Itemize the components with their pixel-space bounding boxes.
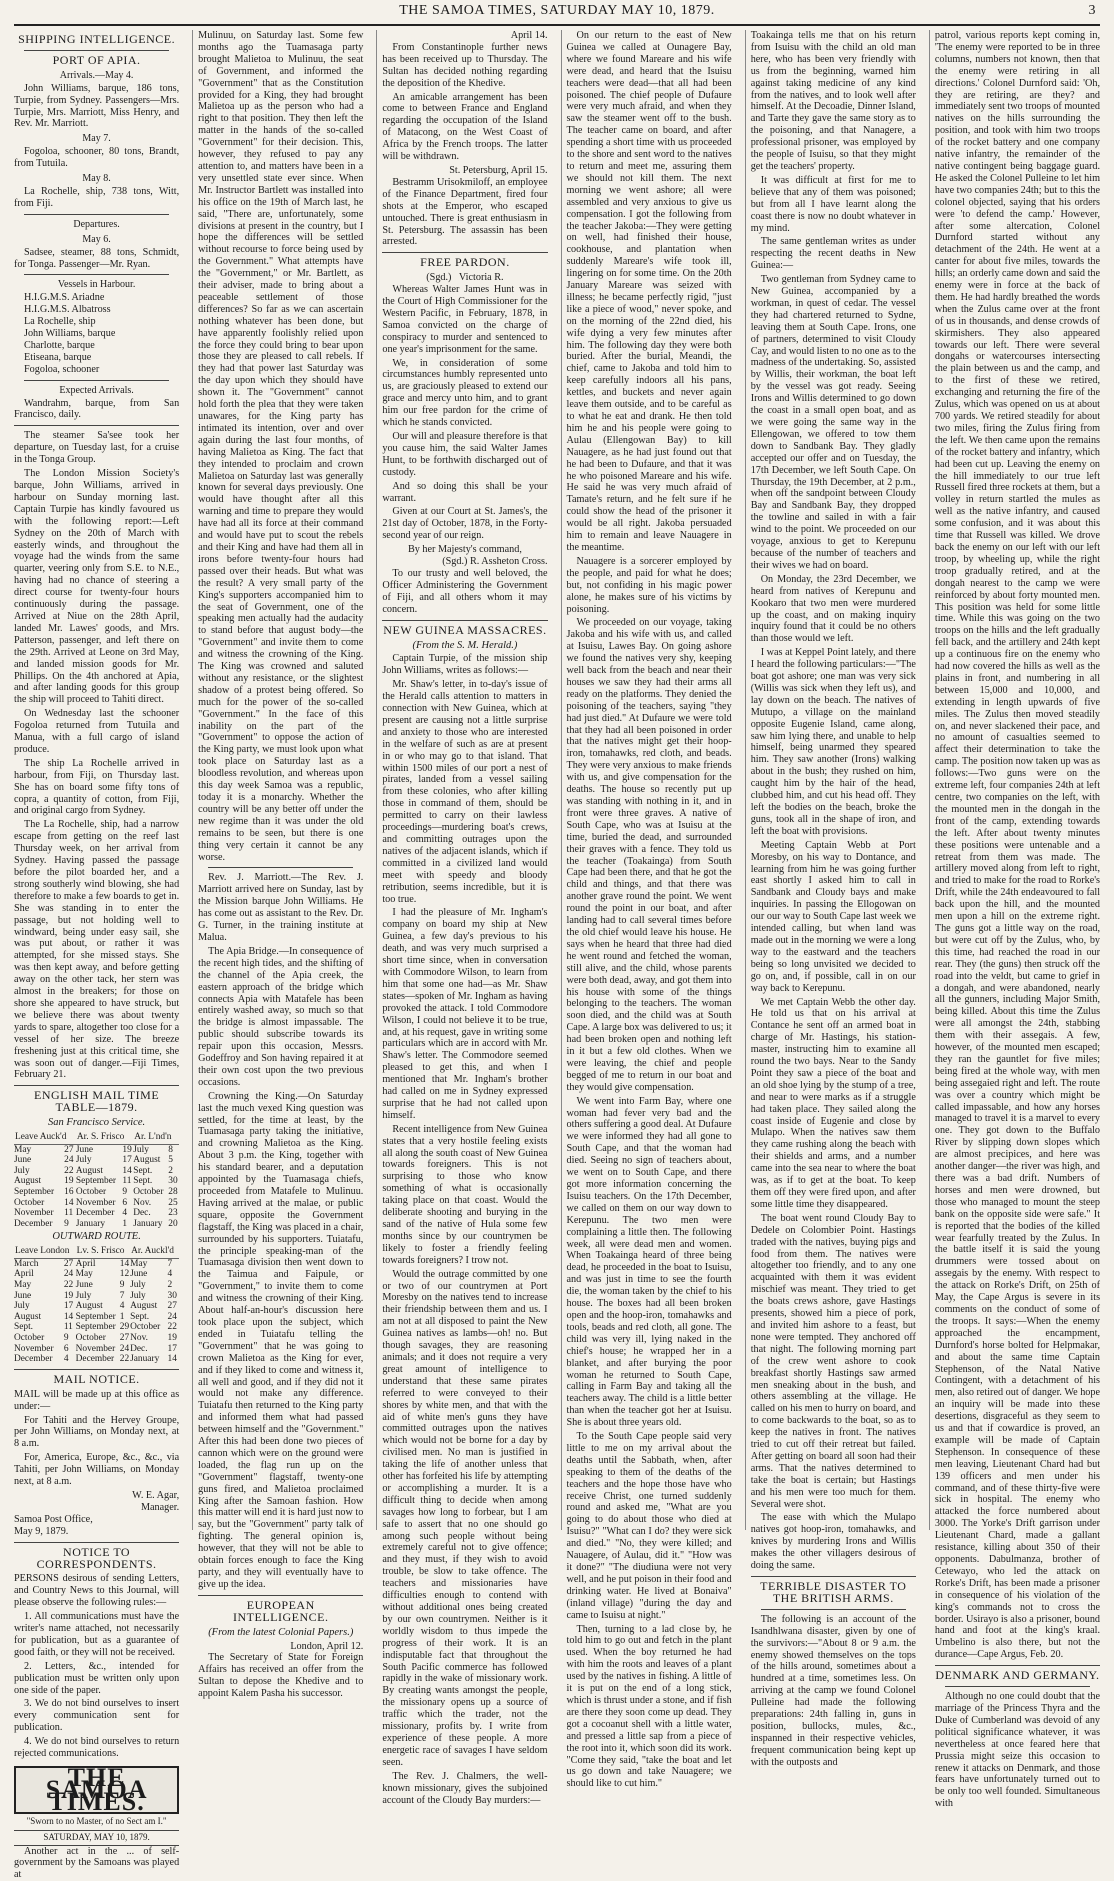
harbour-vessel: Etiseana, barque: [24, 351, 92, 363]
article-paragraph: On our return to the east of New Guinea we called at Ounagere Bay, where we found Mareare and his wife were dead, and heard that the Isuisu teachers were dead—that all had been poisoned. The chief people of Dufaure were very much afraid, and when they saw the steamer went off to the bush. The teacher came on board, and after spending a short time with us proceeded to the shore and sent word to the natives to return and meet me, assuring them we should not kill them. The next morning we went ashore; all were assembled and very anxious to give us compensation. I got the following from the teacher Jakoba:—They were getting on well, had finished their house, cookhouse, and plantation when suddenly Mareare's wife took ill, lingering on for some time. On the 20th January Mareare was seized with illness; he became perfectly rigid, "just like a piece of wood," never spoke, and on the morning of the 22nd died, his wife dying a very few minutes after him. The following day they were both buried. After the burial, Meandi, the chief, came to Jakoba and told him to keep carefully indoors all his pans, kettles, and buckets and never again leave them outside, and to be careful as to what he eat and drank. He then told him he and his people were going to Aulau (Ellengowan Bay) to kill Nauagere, as he had just found out that he had been to Dufaure, and that it was he who poisoned Mareare and his wife. He said he was very much afraid of Tamate's return, and he felt sure if he could show the head of the prisoner it would be all right. Jakoba persuaded him to remain and leave Nauagere in the meantime.: [566, 30, 732, 553]
table-cell: 9: [63, 1333, 69, 1344]
table-cell: 9: [122, 1187, 128, 1197]
article-paragraph: It was difficult at first for me to believe that any of them was poisoned; but from all I have learnt along the coast there is now no doubt whatever in my mind.: [750, 174, 916, 234]
table-row: [14, 1176, 179, 1187]
editorial-paragraph: Mulinuu, on Saturday last. Some few months ago the Tuamasaga party brought Malietoa to Mulinuu, the seat of Government, and informed the "Government" that as the Constitution provided for a King, they had brought Malietoa up as the person who had a right to that position. They then left the matter in the hands of the so-called "Government" for their decision. This, however, they refused to pay any attention to, and matters have been in a very unsettled state ever since. When Mr. Instructor Bartlett was installed into his office on the 19th of March last, he said, "There are, unfortunately, some divisions at present in the country, but I hope the differences will be settled without recourse to force being used by the Government." What attempts have the "Government," or Mr. Bartlett, as their adviser, made to bring about a peaceable settlement of those differences? So far as we can ascertain nothing whatever has been done, but have apparently foolishly relied upon the force they could bring to bear upon those they are pleased to call rebels. If they had that power last Saturday was the day upon which they should have shown it. The "Government" cannot hold forth the plea that they were taken unawares, for the King party has intimated its intention, over and over again during the last four months, of having Malietoa as King. The fact that they intended to proclaim and crown Malietoa on Saturday last was generally known for several days previously. One would have thought after all this warning and time to prepare they would have had all its force at their command and would have put to scout the rebels and their King and have had them all in irons before twenty-four hours had passed over their heads. But what was the result? A very small party of the King's supporters accompanied him to the seat of Government, one of the speaking men actually had the audacity to stand before that august body—the "Government" and invite them to come and witness the crowning of the King. The King was crowned and saluted without any resistance, or the slightest shadow of a protest being offered. So much for the power of the so-called "Government." In the face of this inability on the part of the "Government" to oppose the action of the King party, we must look upon what took place on Saturday last as a bloodless revolution, and whereas upon this day week Samoa was a republic, today it is a monarchy. Whether the country will be any better off under the new regime than it was under the old remains to be seen, but there is one thing very certain it cannot be any worse.: [198, 30, 364, 863]
editorial-paragraph: Another act in the ... of self-government by the Samoans was played at: [14, 1845, 180, 1881]
table-cell: 20: [168, 1218, 178, 1229]
pardon-paragraph: To our trusty and well beloved, the Officer Administering the Government of Fiji, and all others whom it may concern.: [382, 567, 548, 615]
pardon-command: By her Majesty's command,: [407, 544, 522, 556]
news-paragraph: The Apia Bridge.—In consequence of the recent high tides, and the shifting of the channel of the Apia creek, the eastern approach of the bridge which connects Apia with Matafele has been entirely washed away, so much so that the bridge is almost impassable. The public should subscribe towards its repair upon this occasion, Messrs. Godeffroy and Son having repaired it at their own cost upon the two previous occasions.: [198, 945, 364, 1088]
table-cell: 29: [119, 1322, 130, 1333]
table-row: [14, 1280, 179, 1291]
article-paragraph: Then, turning to a lad close by, he told him to go out and fetch in the plant used. When the boy returned he had with him the roots and leaves of a plant used by the natives in fishing. A little of it is put on the end of a long stick, which is thrust under a stone, and if fish are there they soon come up dead. They got a cocoanut shell with a little water, and pressed a little sap from a piece of the root into it, which soon did its work. "Come they said, "take the boat and let us go down and take Nauagere; we should like to cut him.": [566, 1623, 732, 1790]
divider: [14, 1542, 179, 1543]
table-row: [14, 1144, 179, 1155]
notice-paragraph: For, America, Europe, &c., &c., via Tahiti, per John Williams, on Monday next, at 8 a.m.: [14, 1452, 180, 1488]
article-paragraph: The boat went round Cloudy Bay to Dedele on Colombier Point. Hastings traded with the natives, buying pigs and food from them. The natives were altogether too friendly, and to any one acquainted with them it was evident mischief was meant. They tried to get the boats crews ashore, gave Hastings presents, showed him a piece of pork, and invited him ashore to a feast, but none were tempted. They anchored off that night. The following morning part of the crew went ashore to cook breakfast shortly Hastings saw armed men sneaking about in the bush, and others assembling at the village. He called on his men to hurry on board, and to come backwards to the boat, so as to keep the natives in front. The natives tried to cut off their retreat but failed. After getting on board all soon had their arms. That the natives determined to take the boat is certain; but Hastings and his men were too much for them. Several were shot.: [750, 1212, 916, 1510]
shipping-paragraph: The London Mission Society's barque, John Williams, arrived in harbour on Sunday morning last. Captain Turpie has kindly favoured us with the following report:—Left Sydney on the 20th of March with easterly winds, and throughout the voyage had the winds from the same quarter, veering only from S.E. to N.E., having had no chance of steering a direct course for twenty-four hours continuously during the passage. Arrived at Niue on the 28th April, landed Mr. Lawes' goods, and Mrs. Patterson, passenger, and left there on the 29th. Arrived at Leone on 3rd May, and landed mission goods for Mr. Phillips. On the 4th anchored at Apia, and after landing goods for this group the ship will proceed to Tahiti direct.: [14, 468, 180, 706]
table-cell: 27: [63, 1258, 74, 1269]
column-6: [929, 30, 1101, 1810]
expected-item: Wandrahm, barque, from San Francisco, daily.: [14, 397, 180, 421]
correspondents-paragraph: PERSONS desirous of sending Letters, and Country News to this Journal, will please observe the following rules:—: [14, 1573, 180, 1609]
table-header: Leave Auck'd: [14, 1131, 76, 1144]
table-cell: 27: [64, 1144, 74, 1155]
article-paragraph: Would the outrage committed by one or two of our countrymen at Port Moresby on the natives tend to increase their friendship between them and us. I am not at all disposed to paint the New Guinea natives as lambs—oh! no. But though savages, they are reasoning animals; and it does not require a very great amount of intelligence to understand that these same pirates referred to were conveyed to their shores by white men, and that with the aid of white men's guns they have committed outrages upon the natives which would not be borne for a day by civilised men. No man is justified in taking the life of another unless that other has forfeited his life by attempting or accomplishing a murder. It is a difficult thing to decide when among savages how long to forbear, but I am safe to assert that no one should go among such people without being extremely careful not to give offence; and they must, if they wish to avoid trouble, be slow to take offence. The teachers and missionaries have difficulties enough to contend with without additional ones being created by our own countrymen. Neither is it worldly wisdom to thus impede the progress of their work. It is an indisputable fact that throughout the South Pacific commerce has followed rapidly in the wake of missionary work. By creating wants amongst the people, the missionary opens up a source of traffic which the trader, not the missionary, profits by. I write from experience of these people. A more energetic race of savages I have seldom seen.: [382, 1268, 548, 1768]
harbour-vessel: La Rochelle, ship: [24, 316, 96, 328]
harbour-vessel: H.I.G.M.S. Albatross: [24, 304, 111, 316]
table-row: [14, 1155, 179, 1166]
arrival-item: Fogoloa, schooner, 80 tons, Brandt, from Tutuila.: [14, 146, 180, 170]
table-cell: October: [75, 1333, 106, 1344]
table-cell: Dec.: [130, 1343, 148, 1354]
table-cell: June: [75, 1144, 94, 1155]
table-cell: June: [75, 1280, 93, 1291]
table-cell: 5: [168, 1155, 173, 1166]
table-header: Lv. S. Frisco: [76, 1245, 130, 1258]
table-cell: December: [14, 1218, 53, 1229]
table-cell: 27: [167, 1301, 177, 1312]
arrival-item: La Rochelle, ship, 738 tons, Witt, from Fiji.: [14, 185, 180, 209]
article-paragraph: patrol, various reports kept coming in, 'The enemy were reported to be in three columns, numbers not known, then that the enemy were retiring in all directions.' Colonel Durnford said: 'Oh, they are retiring, are they? and immediately sent two troops of mounted natives on the hills surrounding the position, and took with him two troops of the rocket battery and one company native infantry, the remainder of the native contingent being baggage guard. He asked the Colonel Pulleine to let him have two companies 24th; but to this the colonel objected, saying that his orders were 'to defend the camp.' However, after some altercation, Colonel Durnford started without any detachment of the 24th. He went at a canter for about five miles, towards the hills; an orderly came down and said the enemy were in force at the back of them. He had hardly breathed the words when the Zulus came over at the front of us in thousands, and dense crowds of skirmishers. They also appeared towards our left. There were several dongahs or watercourses intersecting the plain between us and the camp, and to the first of these we retired, exchanging and returning the fire of the Zulus, which was opened on us at about 700 yards. We retired steadily for about two miles, firing the Zulus firing from the left. We then came upon the remains of the rocket battery and infantry, which had been cut up. Leaving the enemy on the hill immediately to our true left Russell fired three rockets at them, but a volley in return startled the mules as well as the native infantry, and caused some confusion, and it was about this time that Russell was killed. We drove back the enemy on our left with our left troop, by wheeling up, while the right troop gradually retired, and at the dongah nearest to the camp we were reinforced by about forty mounted men. This position was held for some little time. While this was going on the two troops on the hills and the left gradually fell back, and the artillery and 24th kept up a continuous fire on the enemy who had now covered the hills as well as the plains in front, and numbering in all between 15,000 and 10,000, and extending in length upwards of five miles. The Zulus then moved steadily on, and never slackened their pace, and no amount of casualties seemed to affect their determination to take the camp. The position now taken up was as follows:—Two guns were on the extreme left, four companies 24th at left centre, two companies on the left, with the mounted men in the dongah in the front of the camp, extending towards the left. After about twenty minutes these positions were untenable and a retreat from them was made. The artillery moved along from left to right, and tried to make for the road to Rorke's Drift, while the 24th endeavoured to fall back upon the hill, and the mounted men upon a hill on the extreme right. The guns got a little way on the road, but were cut off by the Zulus, who, by this time, had reached the road in our rear. They (the guns) then struck off the road into the veldt, but came to grief in a dongah, and were abandoned, nearly all the gunners, including Major Smith, being killed. About this time the Zulus were all amongst the 24th, stabbing them with their assegais. A few, however, of the mounted men escaped; they ran the gauntlet for five miles; being fired at the whole way, with men being assegaied right and left. The route was over a country which might be called impassable, and how any horses managed to travel it is a marvel to every one. They got down to the Buffalo River by slipping down slopes which are almost precipices, and here was another danger—the river was high, and there was a bad drift. Numbers of horses and men were drowned, but those who managed to mount the steep bank on the opposite side were safe." It is reported that the bodies of the killed wear fearfully treated by the Zulus. In the battle itself it is said the young drummers were tossed about on assegais by the enemy. With respect to the attack on Rorke's Drift, on 25th of May, the Cape Argus is severe in its comments on the conduct of some of the troops. It says:—When the enemy approached the encampment, Durnford's horse bolted for Helpmakar, and about the same time Captain Stephenson, of the Natal Native Contingent, with a detachment of his men, also retired out of danger. We hope an inquiry will be made into these desertions, disgraceful as they seem to us and that if cowardice is proved, an example will be made of Captain Stephenson. In consequence of these men leaving, Lieutenant Chard had but 139 officers and men under his command, and of these thirty-five were sick in hospital. The enemy who attacked the force numbered about 3000. The Yorke's Drift garrison under Lieutenant Chard, made a gallant resistance, killing about 350 of their opponents. Dabulmanza, brother of Cetewayo, who led the attack on Rorke's Drift, has been made a prisoner in consequence of his violation of the king's commands not to cross the border. Usirayo is also a prisoner, bound hand and foot at the king's kraal. Umbelino is also there, but not the durance—Cape Argus, Feb. 20.: [934, 30, 1101, 1661]
harbour-vessel: John Williams, barque: [24, 328, 116, 340]
table-header: Ar. Auckl'd: [130, 1245, 179, 1258]
table-cell: 4: [119, 1301, 125, 1312]
table-cell: August: [14, 1176, 42, 1187]
article-paragraph: Recent intelligence from New Guinea states that a very hostile feeling exists all along the south coast of New Guinea towards foreigners. This is not surprising to those who know something of what is occasionally taking place on that coast. Would the deliberate shooting and burying in the sand of the native of Hula some few months since by our countrymen be likely to foster a friendly feeling towards foreigners? I trow not.: [382, 1123, 548, 1266]
news-paragraph: From Constantinople further news has been received up to Thursday. The Sultan has decided nothing regarding the deposition of the Khedive.: [382, 41, 548, 89]
divider: [208, 867, 353, 868]
column-1: [14, 30, 184, 1881]
pardon-paragraph: Our will and pleasure therefore is that you cause him, the said Walter James Hunt, to be forthwith discharged out of custody.: [382, 431, 548, 478]
notice-date: May 9, 1879.: [14, 1525, 69, 1537]
table-cell: 23: [168, 1208, 178, 1219]
european-source: (From the latest Colonial Papers.): [208, 1626, 354, 1638]
table-cell: January: [75, 1218, 106, 1229]
table-cell: June: [14, 1290, 32, 1301]
table-row: [14, 1291, 179, 1302]
article-paragraph: I was at Keppel Point lately, and there I heard the following particulars:—"The boat got ashore; one man was very sick (Willis was sick when they left us), and lay down on the beach. The natives of Mutupo, a village on the mainland opposite Eugenie Island, came along, saw him lying there, and unable to help himself, being unarmed they speared him. They saw another (Irons) walking about in the bush; they rushed on him, caught him by the hair of the head, clubbed him, and cut his head off. They left the bodies on the beach, broke the guns, took all in the shape of iron, and left the boat with provisions.: [750, 647, 916, 837]
table-cell: July: [14, 1301, 30, 1312]
article-paragraph: We met Captain Webb the other day. He told us that on his arrival at Contance he sent off an armed boat in charge of Mr. Hastings, his station-master, instructing him to examine all round the two bays. Near to the Sandy Point they saw a piece of the boat and an old shoe lying by the stump of a tree, and near to were marks as if a struggle had taken place. They sailed along the coast inside of Eugenie and close by Mulapo. When the natives saw them they came rushing along the beach with their shields and arms, and a number came into the sea near to where the boat was, as if to get at the boat. To keep them off they were fired upon, and after some little time they disappeared.: [750, 996, 916, 1210]
masthead-title: THE SAMOA TIMES, SATURDAY MAY 10, 1879.: [399, 3, 715, 18]
table-row: [14, 1166, 179, 1177]
pardon-paragraph: Whereas Walter James Hunt was in the Court of High Commissioner for the Western Pacific, in February, 1878, in Samoa convicted on the charge of conspiracy to murder and sentenced to one year's imprisonment for the same.: [382, 284, 548, 355]
banner-date: SATURDAY, MAY 10, 1879.: [14, 1830, 179, 1846]
masthead-rule: [14, 24, 1100, 26]
harbour-vessel: H.I.G.M.S. Ariadne: [24, 292, 105, 304]
table-row: [14, 1312, 179, 1323]
pardon-sgd: (Sgd.): [426, 272, 452, 284]
outward-route-heading: OUTWARD ROUTE.: [52, 1231, 141, 1243]
new-guinea-source: (From the S. M. Herald.): [412, 639, 518, 651]
table-cell: August: [75, 1301, 103, 1312]
correspondents-paragraph: 3. We do not bind ourselves to insert every communication sent for publication.: [14, 1698, 180, 1734]
table-cell: Sept.: [133, 1176, 153, 1187]
table-cell: 17: [63, 1301, 74, 1312]
notice-office: Samoa Post Office,: [14, 1513, 93, 1525]
table-cell: August: [133, 1155, 161, 1166]
news-paragraph: The Secretary of State for Foreign Affairs has received an offer from the Sultan to depose the Khedive and to appoint Kalem Pasha his successor.: [198, 1652, 364, 1700]
article-paragraph: The Rev. J. Chalmers, the well-known missionary, gives the subjoined account of the Cloudy Bay murders:—: [382, 1770, 548, 1806]
divider: [382, 252, 547, 253]
divider: [14, 1369, 179, 1370]
table-row: [14, 1208, 179, 1219]
shipping-paragraph: The ship La Rochelle arrived in harbour, from Fiji, on Thursday last. She has on board some fifty tons of copra, a quantity of cotton, from Fiji, and original cargo from Sydney.: [14, 757, 180, 817]
table-cell: November: [75, 1343, 116, 1354]
mail-notice-heading: MAIL NOTICE.: [53, 1371, 140, 1386]
banner-motto: "Sworn to no Master, of no Sect am I.": [26, 1815, 167, 1826]
divider: [24, 50, 169, 51]
divider: [945, 1686, 1090, 1687]
table-cell: 14: [64, 1197, 74, 1208]
article-paragraph: I had the pleasure of Mr. Ingham's company on board my ship at New Guinea, a few day's previous to his death, and was very much surprised a short time since, when in conversation with Commodore Wilson, to learn from him that some one had—as Mr. Shaw states—spoken of Mr. Ingham as having provoked the attack. I told Commodore Wilson, I could not believe it to be true, and, at his request, gave in writing some particulars which are in accord with Mr. Shaw's letter. The Commodore seemed pleased to get this, and when I mentioned that Mr. Ingham's brother had called on me in Sydney expressed surprise that he had not called upon himself.: [382, 907, 548, 1121]
table-cell: 22: [63, 1280, 74, 1291]
column-3: [376, 30, 552, 1806]
table-cell: 24: [167, 1311, 177, 1322]
table-cell: 14: [63, 1311, 74, 1322]
table-cell: July: [75, 1155, 92, 1166]
outward-mail-table: [14, 1245, 179, 1365]
arrivals-heading: Arrivals.—May 4.: [59, 69, 134, 81]
pardon-signature: (Sgd.) R. Assheton Cross.: [442, 556, 548, 568]
table-cell: August: [75, 1165, 103, 1176]
pardon-heading: FREE PARDON.: [420, 255, 510, 270]
table-cell: 24: [119, 1343, 130, 1354]
table-cell: October: [14, 1333, 45, 1344]
table-cell: 11: [122, 1176, 132, 1187]
table-cell: 1: [119, 1311, 125, 1322]
correspondents-paragraph: 2. Letters, &c., intended for publication must be written only upon one side of the paper.: [14, 1660, 180, 1696]
article-paragraph: The same gentleman writes as under respecting the recent deaths in New Guinea:—: [750, 236, 916, 272]
table-cell: 19: [64, 1176, 74, 1187]
table-cell: 22: [64, 1165, 74, 1176]
correspondents-paragraph: 4. We do not bind ourselves to return rejected communications.: [14, 1736, 180, 1760]
divider: [198, 1595, 363, 1596]
table-cell: 30: [167, 1290, 177, 1301]
table-cell: 9: [64, 1218, 69, 1229]
article-paragraph: Although no one could doubt that the marriage of the Princess Thyra and the Duke of Cumberland was devoid of any political significance whatever, it was nevertheless at once feared here that Prussia might seize this occasion to renew it attacks on Denmark, and those fears have unfortunately turned out to be only too well founded. Simultaneous with: [934, 1691, 1101, 1810]
mail-table-heading: ENGLISH MAIL TIME TABLE—1879.: [34, 1088, 160, 1115]
pardon-paragraph: And so doing this shall be your warrant.: [382, 480, 548, 504]
divider: [751, 1576, 916, 1577]
table-cell: December: [75, 1354, 115, 1365]
table-row: [14, 1198, 179, 1209]
table-cell: September: [14, 1187, 55, 1197]
divider: [24, 274, 169, 275]
notice-signature: W. E. Agar,: [132, 1489, 180, 1501]
pardon-royal-signature: [382, 272, 547, 284]
denmark-germany-heading: DENMARK AND GERMANY.: [935, 1668, 1100, 1683]
terrible-disaster-heading: TERRIBLE DISASTER TO THE BRITISH ARMS.: [760, 1579, 907, 1605]
table-cell: 11: [63, 1322, 73, 1333]
news-paragraph: Rev. J. Marriott.—The Rev. J. Marriott arrived here on Sunday, last by the Mission barque John Williams. He has come out as assistant to the Rev. Dr. G. Turner, in the training institute at Malua.: [198, 872, 364, 943]
table-cell: April: [14, 1269, 34, 1280]
shipping-paragraph: The steamer Sa'see took her departure, on Tuesday last, for a cruise in the Tonga Group.: [14, 430, 180, 466]
shipping-paragraph: On Wednesday last the schooner Fogoloa returned from Tutuila and Manua, with a full cargo of island produce.: [14, 708, 180, 755]
news-paragraph: Crowning the King.—On Saturday last the much vexed King question was settled, for the time at least, by the Tuamasaga party taking the initiative, and crowning Malietoa as the King. About 3 p.m. the King, together with his standard bearer, and a deputation appointed by the Tuamasaga chiefs, proceeded from Matafele to Mulinuu. Having arrived at the malae, or public square, opposite the Government flagstaff, the King was placed in a chair, surrounded by his supporters. Tuiatafu, the principle speaking-man of the Tuamasaga division then went down to the Taimua and Faipule, or "Government," to invite them to come and witness the crowning of their King. About half-an-hour's discussion here took place upon the subject, which ended in Tuiatafu telling the "Government" that he was going to crown Malietoa as the King for ever, and if they liked to come and witness it, all well and good, and if they did not it would not make any difference. Tuiatafu then returned to the King party and informed them what had passed between himself and the "Government." After this had been done two pieces of cannon which were on the ground were loaded, the flag run up on the "Government" flagstaff, twenty-one guns fired, and Malietoa proclaimed King after the Samoan fashion. How this matter will end it is hard just now to say, but the "Government" party talk of fighting. The general opinion is, however, that they will not be able to obtain forces enough to face the King party, and they will eventually have to give up the idea.: [198, 1090, 364, 1590]
news-paragraph: An amicable arrangement has been come to between France and England regarding the occupation of the Island of Matacong, on the West Coast of Africa by the French troops. The latter will be withdrawn.: [382, 91, 548, 163]
table-cell: 4: [63, 1354, 69, 1365]
article-paragraph: Mr. Shaw's letter, in to-day's issue of the Herald calls attention to matters in connection with New Guinea, which at present are causing not a little surprise and anxiety to those who are interested in the welfare of such as are at present in or who may go to that island. That within 1500 miles of our port a nest of pirates, landed from a vessel sailing from these colonies, who after killing those in command of them, should be permitted to carry on their lawless proceedings—murdering boat's crews, and committing outrages upon the natives of the adjacent islands, which if committed in a civilized land would meet with speedy and bloody retribution, seems incredible, but it is too true.: [382, 679, 548, 905]
table-cell: Dec.: [133, 1208, 151, 1219]
table-cell: 19: [63, 1290, 74, 1301]
table-row: [14, 1301, 179, 1312]
table-cell: 17: [167, 1343, 177, 1354]
correspondents-heading: NOTICE TO CORRESPONDENTS.: [36, 1544, 157, 1571]
masthead: [0, 0, 1114, 22]
table-cell: 8: [168, 1144, 173, 1155]
table-cell: 22: [119, 1354, 130, 1365]
table-cell: 2: [168, 1165, 173, 1176]
table-cell: Sept.: [14, 1322, 34, 1333]
arrival-date: May 8.: [82, 173, 111, 185]
article-paragraph: Captain Turpie, of the mission ship John Williams, writes as follows:—: [382, 653, 548, 677]
table-cell: 12: [119, 1269, 130, 1280]
table-cell: January: [133, 1218, 163, 1229]
newspaper-banner: THE SAMOA TIMES.: [14, 1766, 179, 1814]
arrival-date: May 7.: [82, 133, 111, 145]
divider: [14, 425, 179, 426]
notice-role: Manager.: [140, 1501, 180, 1513]
article-paragraph: Two gentleman from Sydney came to New Guinea, accompanied by a workman, in quest of cedar. The vessel they had chartered returned to Sydne, leaving them at South Cape. Irons, one of partners, determined to visit Cloudy Cay, and would listen to no one as to the madness of the undertaking. So, assisted by Willis, their workman, the boat left by the vessel was got ready. Seeing Irons and Willis determined to go down the coast in a small open boat, and as we were going the same way in the Ellengowan, we offered to tow them down to Sandbank Bay. They gladly accepted our offer and on Tuesday, the 17th December, we left South Cape. On Thursday, the 19th December, at 2 p.m., when off the sandpoint between Cloudy Bay and Sandbank Bay, they dropped the towline and sailed in with a fair wind to the point. We proceeded on our voyage, anxious to get to Kerepunu because of the number of teachers and their wives we had on board.: [750, 274, 916, 571]
table-cell: May: [75, 1269, 93, 1280]
table-row: [14, 1344, 179, 1355]
table-cell: July: [130, 1290, 146, 1301]
table-cell: December: [14, 1354, 53, 1365]
table-cell: 22: [167, 1322, 177, 1333]
table-cell: July: [133, 1144, 149, 1155]
article-paragraph: We proceeded on our voyage, taking Jakoba and his wife with us, and called at Isuisu, Lawes Bay. On going ashore we found the natives very shy, keeping well back from the beach and near their houses we saw they had their arms all ready on the platforms. They denied the poisoning of the teachers, saying "they had just died." At Dufaure we were told that they had all been poisoned in order that the natives might get their hoop-iron, tomahawks, red cloth, and beads. They were very anxious to make friends with us, and give compensation for the deaths. The house so recently put up was standing with nothing in it, and in front were three graves. A native of South Cape, who was at Isuisu at the time, buried the dead, and surrounded their graves with a fence. They told us the teacher (Toakainga) from South Cape had been there, and that he got the child and things, and that there was another grave round the point. We went round the point in our boat, and after landing had to call several times before the old chief would leave his house. He says when he heard that three had died he went round and fetched the woman, still alive, and the child, whose parents were both dead, away, and got them into his house with some of the things belonging to the teachers. The woman soon died, and the child was at South Cape. A large box was delivered to us; it had been broken open and nothing left in it but a few old clothes. When we were leaving, the chief and people begged of me to return in our boat and they would give compensation.: [566, 617, 732, 1093]
article-paragraph: Meeting Captain Webb at Port Moresby, on his way to Dontance, and learning from him he was going further east shortly I asked him to call in Sandbank and Cloudy bays and make inquiries. In passing the Ellogowan on our our way to South Cape last week we intended calling, but when land was made out in the morning we were a long way to the eastward and the teachers being so long unvisited we decided to go on, and, if possible, call in on our way back to Kerepunu.: [750, 839, 916, 994]
article-paragraph: Nauagere is a sorcerer employed by the people, and paid for what he does; but, not confiding in his magic power alone, he makes sure of his victims by poisoning.: [566, 555, 732, 615]
table-cell: September: [75, 1322, 116, 1333]
divider: [24, 380, 169, 381]
table-cell: November: [14, 1343, 54, 1354]
page-columns: [14, 30, 1101, 1881]
port-heading: PORT OF APIA.: [52, 52, 141, 67]
table-cell: August: [14, 1311, 42, 1322]
table-cell: November: [14, 1208, 54, 1219]
departures-heading: Departures.: [73, 218, 120, 230]
table-cell: 6: [122, 1197, 128, 1208]
table-cell: 6: [63, 1343, 69, 1354]
table-cell: November: [75, 1197, 116, 1208]
table-row: [14, 1269, 179, 1280]
european-heading: EUROPEAN INTELLIGENCE.: [233, 1597, 329, 1624]
table-cell: June: [14, 1155, 32, 1166]
table-cell: March: [14, 1258, 39, 1269]
table-cell: 24: [64, 1155, 74, 1166]
table-cell: 24: [63, 1269, 74, 1280]
table-cell: Sept.: [130, 1311, 150, 1322]
table-cell: 16: [64, 1187, 74, 1197]
pardon-paragraph: Given at our Court at St. James's, the 21st day of October, 1878, in the Forty-second year of our reign.: [382, 506, 548, 542]
article-paragraph: The ease with which the Mulapo natives got hoop-iron, tomahawks, and knives by murdering Irons and Willis makes the other villagers desirous of doing the same.: [750, 1512, 916, 1572]
notice-paragraph: MAIL will be made up at this office as under:—: [14, 1388, 180, 1412]
table-header: Ar. L'nd'n: [133, 1131, 179, 1144]
table-cell: April: [75, 1258, 96, 1269]
table-cell: September: [75, 1311, 116, 1322]
dateline: London, April 12.: [290, 1640, 364, 1652]
table-row: [14, 1258, 179, 1269]
table-cell: May: [14, 1144, 32, 1155]
dateline: St. Petersburg, April 15.: [449, 164, 548, 176]
correspondents-paragraph: 1. All communications must have the writer's name attached, not necessarily for publication, but as a guarantee of good faith, or they will not be received.: [14, 1611, 180, 1658]
article-paragraph: On Monday, the 23rd December, we heard from natives of Kerepunu and Kookaro that two men were murdered up the coast, and on making inquiry inquiry found that it could be no others than those would we left.: [750, 573, 916, 645]
article-paragraph: To the South Cape people said very little to me on my arrival about the deaths until the Sabbath, when, after speaking to them of the deaths of the teachers and the hope those have who receive Christ, one turned suddenly round and asked me, "What are you going to do about those who died at Isuisu?" "What can I do? they were sick and died." "No, they were killed; and Nauagere, of Aulau, did it." "How was it done?" "The diudiuna were not very well, and he put poison in their food and drinking water. He lived at Bonaiva" (inland village) "during the day and came to Isuisu at night.": [566, 1431, 732, 1621]
table-cell: June: [130, 1269, 148, 1280]
table-header: Ar. S. Frisco: [76, 1131, 133, 1144]
shipping-heading: SHIPPING INTELLIGENCE.: [18, 32, 176, 46]
dateline: April 14.: [510, 30, 548, 41]
pardon-victoria: Victoria R.: [458, 272, 504, 284]
table-cell: October: [133, 1187, 164, 1197]
table-cell: October: [14, 1197, 45, 1208]
table-cell: August: [130, 1301, 158, 1312]
harbour-heading: Vessels in Harbour.: [57, 279, 136, 291]
table-cell: May: [14, 1280, 32, 1291]
table-cell: December: [75, 1208, 115, 1219]
table-cell: July: [14, 1165, 30, 1176]
table-row: [14, 1354, 179, 1365]
harbour-vessel: Charlotte, barque: [24, 339, 95, 351]
table-cell: 7: [167, 1258, 173, 1269]
table-cell: 27: [119, 1333, 130, 1344]
pardon-paragraph: We, in consideration of some circumstances humbly represented unto us, are graciously pleased to extend our grace and mercy unto him, and to grant him our free pardon for the crime of which he stands convicted.: [382, 357, 548, 429]
table-cell: Sept.: [133, 1165, 153, 1176]
harbour-vessel: Fogoloa, schooner: [24, 363, 100, 375]
table-row: [14, 1333, 179, 1344]
table-cell: 28: [168, 1187, 178, 1197]
column-2: [192, 30, 368, 1700]
table-cell: 19: [167, 1333, 177, 1344]
departure-date: May 6.: [82, 233, 111, 245]
table-cell: 25: [168, 1197, 178, 1208]
table-cell: 4: [122, 1208, 128, 1219]
divider: [24, 214, 169, 215]
divider: [761, 1609, 906, 1610]
table-cell: Nov.: [130, 1333, 148, 1344]
arrival-item: John Williams, barque, 186 tons, Turpie, from Sydney. Passengers—Mrs. Turpie, Mrs. Marriott, Miss Henry, and Rev. Mr. Marriott.: [14, 82, 180, 130]
table-cell: 14: [167, 1354, 177, 1365]
expected-heading: Expected Arrivals.: [59, 384, 134, 396]
column-5: [745, 30, 921, 1768]
article-paragraph: The following is an account of the Isandhlwana disaster, given by one of the survivors:—"About 8 or 9 a.m. the enemy showed themselves on the tops of the hills around, sometimes about a hundred at a time, sometimes less. On arriving at the camp we found Colonel Pulleine had made the following preparations: 24th falling in, guns in position, bullocks, mules, &c., inspanned in their respective vehicles, frequent communication being kept up with the outposts and: [750, 1613, 916, 1768]
table-cell: 2: [167, 1280, 173, 1291]
news-paragraph: Bestramm Urisokmiloff, an employee of the Finance Department, fired four shots at the Emperor, who escaped untouched. There is great enthusiasm in St. Petersburg. The assassin has been arrested.: [382, 176, 548, 248]
table-cell: Nov.: [133, 1197, 152, 1208]
new-guinea-heading: NEW GUINEA MASSACRES.: [383, 622, 547, 637]
divider: [14, 1085, 179, 1086]
table-cell: October: [75, 1187, 107, 1197]
table-row: [14, 1219, 179, 1230]
table-cell: 30: [168, 1176, 178, 1187]
article-paragraph: We went into Farm Bay, where one woman had fever very bad and the others suffering a good deal. At Dufaure we were informed they had all gone to South Cape, and that the woman had died. Seeing no sign of teachers about, we went on to South Cape, and there got more information concerning the Isuisu teachers. On the 17th December, we called on them on our way down to Kerepunu. The two men were complaining a little then. The following week, all were dead men and women. When Toakainga heard of three being dead, he proceeded in the boat to Isuisu, and was just in time to see the fourth die, the woman taken by the chief to his house. The boxes had all been broken open and the hoop-iron, tomahawks and tools, beads and red cloth, all gone. The child was very ill, lying naked in the chief's house; he wrapped her in a blanket, and after burying the poor woman he returned to South Cape, calling in Farm Bay and taking all the teachers away. The child is a little better than when the teacher got her at Isuisu. She is about three years old.: [566, 1095, 732, 1429]
table-row: [14, 1322, 179, 1333]
table-cell: May: [130, 1258, 148, 1269]
table-cell: 19: [122, 1144, 132, 1155]
table-cell: 7: [119, 1290, 125, 1301]
mail-service: San Francisco Service.: [48, 1117, 146, 1129]
column-4: [561, 30, 737, 1790]
homeward-mail-table: [14, 1131, 179, 1229]
departure-item: Sadsee, steamer, 88 tons, Schmidt, for Tonga. Passenger—Mr. Ryan.: [14, 246, 180, 270]
table-row: [14, 1187, 179, 1198]
table-cell: September: [75, 1176, 116, 1187]
divider: [935, 1665, 1100, 1666]
table-cell: October: [130, 1322, 161, 1333]
table-cell: 9: [119, 1280, 125, 1291]
notice-paragraph: For Tahiti and the Hervey Groupe, per John Williams, on Monday next, at 8 a.m.: [14, 1414, 180, 1450]
table-cell: 11: [64, 1208, 74, 1219]
table-cell: July: [75, 1290, 92, 1301]
table-cell: 14: [119, 1258, 130, 1269]
table-cell: 14: [122, 1165, 132, 1176]
article-paragraph: Toakainga tells me that on his return from Isuisu with the child an old man here, who has been very friendly with us from the beginning, warned him against taking medicine of any kind from the natives, and to look well after himself. At the Decoadie, Dinner Island, and Tarte they gave the same story as to the poisoning, and that Nanagere, a professional prisoner, was employed by the people of Isuisu, so that they might get the teachers' property.: [750, 30, 916, 172]
table-cell: July: [130, 1280, 146, 1291]
table-cell: 17: [122, 1155, 132, 1166]
table-cell: 1: [122, 1218, 128, 1229]
table-cell: 4: [167, 1269, 173, 1280]
table-cell: January: [130, 1354, 160, 1365]
page-number: 3: [1088, 3, 1096, 18]
shipping-paragraph: The La Rochelle, ship, had a narrow escape from getting on the reef last Thursday week, on her arrival from Sydney. Having passed the passage before the pilot boarded her, and a strong southerly wind blowing, she had therefore to make a few boards to get in. She was standing in to enter the passage, but not holding well to windward, being under easy sail, she was put about, or rather it was attempted, for she missed stays. She was then kept away, and before getting away on the other tack, her stern was almost in the breakers; for those on shore she appeared to have struck, but we believe there was about twenty yards to spare, altogether too close for a vessel of her size. The breeze freshening just at this critical time, she was soon out of danger.—Fiji Times, February 21.: [14, 819, 180, 1081]
divider: [382, 620, 547, 621]
table-header: Leave London: [14, 1245, 76, 1258]
